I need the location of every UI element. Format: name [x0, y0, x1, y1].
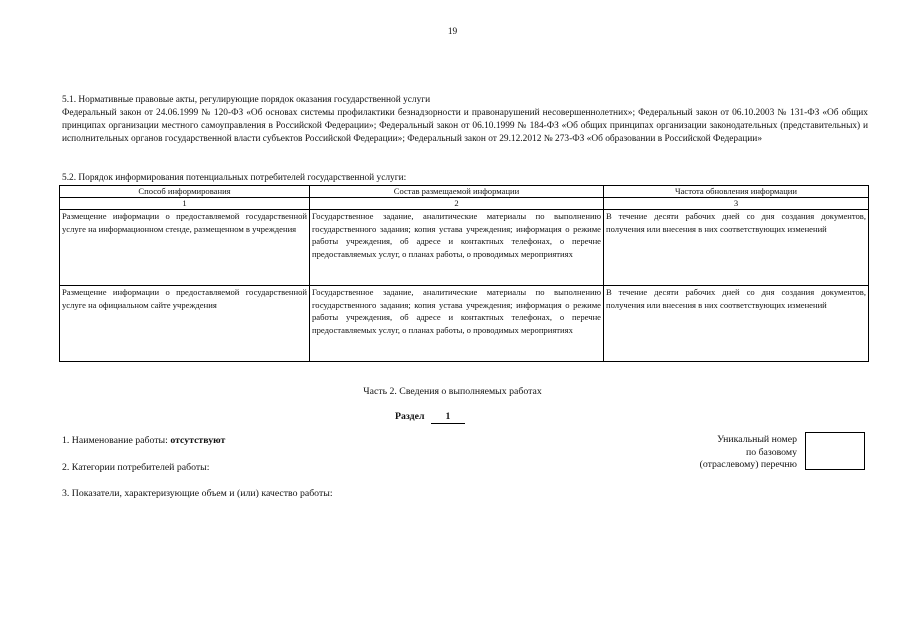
razdel-heading	[395, 410, 465, 424]
section-5-1	[62, 94, 868, 146]
unique-number-line: Уникальный номер	[717, 434, 797, 445]
work-name-value: отсутствуют	[170, 435, 226, 446]
table-cell: Размещение информации о предоставляемой государственной услуге на информационном стенде, размещенном в учреждения	[60, 210, 310, 286]
section-5-2-heading: 5.2. Порядок информирования потенциальных потребителей государственной услуги:	[62, 173, 407, 183]
razdel-label: Раздел	[395, 411, 425, 422]
column-number-cell: 3	[604, 198, 869, 210]
work-name-label: 1. Наименование работы:	[62, 435, 171, 446]
table-cell: Государственное задание, аналитические материалы по выполнению государственного задания; копия устава учреждения; информация о режиме работы учреждения, об адресе и контактных телефонах, о перечне предоставляемых услуг, о планах работы, о проводимых мероприятиях	[310, 286, 604, 362]
work-indicators-field: 3. Показатели, характеризующие объем и (или) качество работы:	[62, 488, 333, 499]
column-number-cell: 2	[310, 198, 604, 210]
part-2-title: Часть 2. Сведения о выполняемых работах	[363, 386, 542, 397]
unique-number-line: по базовому	[745, 446, 797, 458]
consumer-categories-field: 2. Категории потребителей работы:	[62, 462, 210, 473]
unique-number-box	[805, 432, 865, 470]
table-cell: В течение десяти рабочих дней со дня создания документов, получения или внесения в них соответствующих изменений	[604, 210, 869, 286]
column-number-cell: 1	[60, 198, 310, 210]
table-cell: Государственное задание, аналитические материалы по выполнению государственного задания; копия устава учреждения; информация о режиме работы учреждения, об адресе и контактных телефонах, о перечне предоставляемых услуг, о планах работы, о проводимых мероприятиях	[310, 210, 604, 286]
unique-number-label	[640, 434, 797, 472]
table-header-row	[60, 186, 869, 198]
table-cell: В течение десяти рабочих дней со дня создания документов, получения или внесения в них соответствующих изменений	[604, 286, 869, 362]
work-name-field	[62, 434, 225, 447]
table-header-cell: Частота обновления информации	[604, 186, 869, 198]
table-header-cell: Способ информирования	[60, 186, 310, 198]
unique-number-line: (отраслевому) перечню	[699, 459, 797, 470]
section-5-1-heading: 5.1. Нормативные правовые акты, регулирующие порядок оказания государственной услуги	[62, 95, 431, 105]
table-column-number-row	[60, 198, 869, 210]
page-number: 19	[447, 27, 458, 37]
section-5-1-laws: Федеральный закон от 24.06.1999 № 120-ФЗ «Об основах системы профилактики безнадзорности и правонарушений несовершеннолетних»; Федеральный закон от 06.10.2003 № 131-ФЗ «Об общих принципах организации местного самоуправления в Российской Федерации»; Федеральный закон от 06.10.1999 № 184-ФЗ «Об общих принципах организации законодательных (представительных) и исполнительных органов государственной власти субъектов Российской Федерации»; Федеральный закон от 29.12.2012 № 273-ФЗ «Об образовании в Российской Федерации»	[62, 108, 868, 144]
table-row	[60, 286, 869, 362]
table-header-cell: Состав размещаемой информации	[310, 186, 604, 198]
table-cell: Размещение информации о предоставляемой государственной услуге на официальном сайте учреждения	[60, 286, 310, 362]
information-procedure-table	[59, 185, 869, 362]
razdel-number: 1	[431, 410, 465, 424]
table-row	[60, 210, 869, 286]
